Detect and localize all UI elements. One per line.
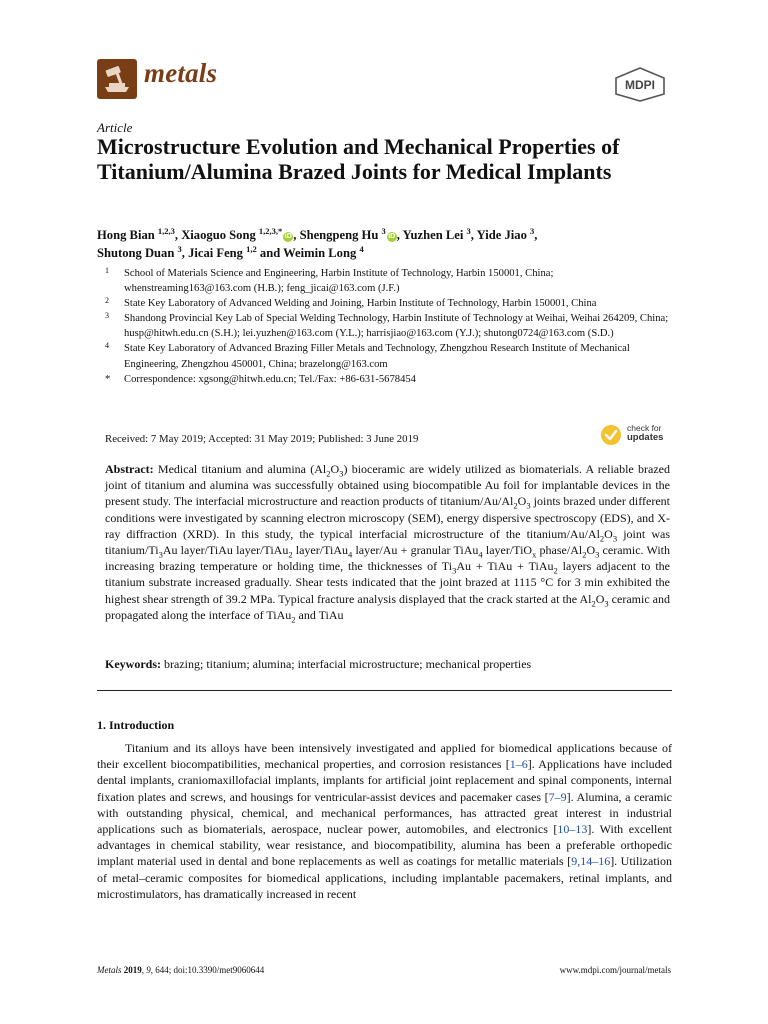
affiliations xyxy=(105,266,670,387)
footer-citation: Metals 2019, 9, 644; doi:10.3390/met9060644 xyxy=(97,965,265,975)
affiliation-item: 2 State Key Laboratory of Advanced Welding and Joining, Harbin Institute of Technology, Harbin 150001, China xyxy=(105,296,597,310)
abstract: Abstract: Medical titanium and alumina $(Al_2O_3)$ bioceramic are widely utilized as biomaterials. A reliable brazed joint of titanium and alumina was successfully obtained using biocompatible Au foil for implantable devices in the present study. The interfacial microstructure and reaction products of titanium/$Au/Al_2O_3$ joints brazed under different conditions were investigated by scanning electron microscopy (SEM), energy dispersive spectroscopy (EDS), and X-ray diffraction (XRD). In this study, the typical interfacial microstructure of the titanium/$Au/Al_2O_3$ joint was titanium/$Ti_3Au$ layer/TiAu layer/TiAu$_2$ layer/TiAu$_4$ layer/Au + granular TiAu$_4$ layer/TiO$_x$ phase/$Al_2O_3$ ceramic. With increasing brazing temperature or holding time, the thicknesses of $Ti_3Au$ + TiAu + TiAu$_2$ layers adjacent to the titanium substrate increased gradually. Shear tests indicated that the joint brazed at 1115 °C for 3 min exhibited the highest shear strength of 39.2 MPa. Typical fracture analysis displayed that the crack started at the $Al_2O_3$ ceramic and propagated along the interface of TiAu$_2$ and TiAu xyxy=(105,462,670,625)
footer-journal-url[interactable]: www.mdpi.com/journal/metals xyxy=(559,965,671,975)
affiliation-item: 3 Shandong Provincial Key Lab of Special Welding Technology, Harbin Institute of Technology at Weihai, Weihai 264209, China; husp@hitwh.edu.cn (S.H.); lei.yuzhen@163.com (Y.L.); harrisjiao@163.com (Y.J.); shutong0724@163.com (S.D.) xyxy=(105,311,669,340)
introduction-body xyxy=(97,740,672,902)
author[interactable]: Yide Jiao $^3$ xyxy=(476,225,535,242)
citation-link[interactable]: 7–9 xyxy=(548,789,567,804)
orcid-icon[interactable]: iD xyxy=(284,233,292,240)
author[interactable]: Xiaoguo Song $^{1,2,3,*}$ xyxy=(181,225,283,242)
keywords xyxy=(105,656,670,672)
mdpi-logo-icon xyxy=(612,66,668,102)
publication-dates: Received: 7 May 2019; Accepted: 31 May 2019; Published: 3 June 2019 xyxy=(105,433,419,445)
author[interactable]: Weimin Long $^4$ xyxy=(283,243,364,260)
section-heading-introduction: 1. Introduction xyxy=(97,718,175,732)
author[interactable]: Shengpeng Hu $^3$ xyxy=(299,225,386,242)
paper-title: Microstructure Evolution and Mechanical Properties of Titanium/Alumina Brazed Joints for Medical Implants xyxy=(97,134,620,184)
keywords-text: brazing; titanium; alumina; interfacial microstructure; mechanical properties xyxy=(164,657,532,671)
orcid-icon[interactable]: iD xyxy=(388,233,396,240)
check-updates-label[interactable]: check for xyxy=(627,423,662,433)
paragraph: Titanium and its alloys have been intensively investigated and applied for biomedical applications because of their excellent biocompatibilities, mechanical properties, and corrosion resistances [1–6]. Applications have included dental implants, craniomaxillofacial implants, implants for artificial joint replacement and spinal components, internal fixation plates and screws, and housings for ventricular-assist devices and pacemaker cases [7–9]. Alumina, a ceramic with outstanding physical, chemical, and mechanical performances, has attracted great interest in industrial applications such as biomaterials, aerospace, nuclear power, automobiles, and electronics [10–13]. With excellent advantages in chemical stability, wear resistance, and biocompatibility, alumina has been a preferable orthopedic implant material used in dental and bone replacements as well as coatings for metallic materials [9,14–16]. Utilization of metal–ceramic composites for biomedical applications, including implantable pacemakers, retinal implants, and microstimulators, has dramatically increased in recent xyxy=(97,741,673,901)
citation-link[interactable]: 1–6 xyxy=(509,757,528,772)
journal-logo-icon xyxy=(97,59,137,99)
publisher-logo-text: MDPI xyxy=(625,78,655,92)
affiliation-item: 4 State Key Laboratory of Advanced Brazing Filler Metals and Technology, Zhengzhou Research Institute of Mechanical Engineering, Zhengzhou 450001, China; brazelong@163.com xyxy=(105,341,630,370)
affiliation-item: 1 School of Materials Science and Engineering, Harbin Institute of Technology, Harbin 150001, China; whenstreaming163@163.com (H.B.); feng_jicai@163.com (J.F.) xyxy=(105,266,554,295)
author[interactable]: Yuzhen Lei $^3$ xyxy=(402,225,471,242)
keywords-label: Keywords: xyxy=(105,657,161,671)
citation-link[interactable]: 10–13 xyxy=(557,822,588,837)
author[interactable]: Hong Bian $^{1,2,3}$ xyxy=(97,225,175,242)
abstract-label: Abstract: xyxy=(105,462,154,476)
correspondence: * Correspondence: xgsong@hitwh.edu.cn; Tel./Fax: +86-631-5678454 xyxy=(105,373,416,385)
section-divider xyxy=(97,690,672,691)
citation-link[interactable]: 9,14–16 xyxy=(571,854,611,869)
author[interactable]: Jicai Feng $^{1,2}$ xyxy=(188,243,257,260)
author[interactable]: Shutong Duan $^3$ xyxy=(97,243,182,260)
journal-name: metals xyxy=(144,58,218,88)
check-updates-label[interactable]: updates xyxy=(627,432,664,443)
article-type: Article xyxy=(97,120,133,135)
author-list: Hong Bian $^{1,2,3}$, Xiaoguo Song $^{1,2,3,*}$iD , Shengpeng Hu $^3$iD , Yuzhen Lei $^3$, Yide Jiao $^3$, Shutong Duan $^3$, Jicai Feng $^{1,2}$ and Weimin Long $^4$ xyxy=(97,225,538,260)
